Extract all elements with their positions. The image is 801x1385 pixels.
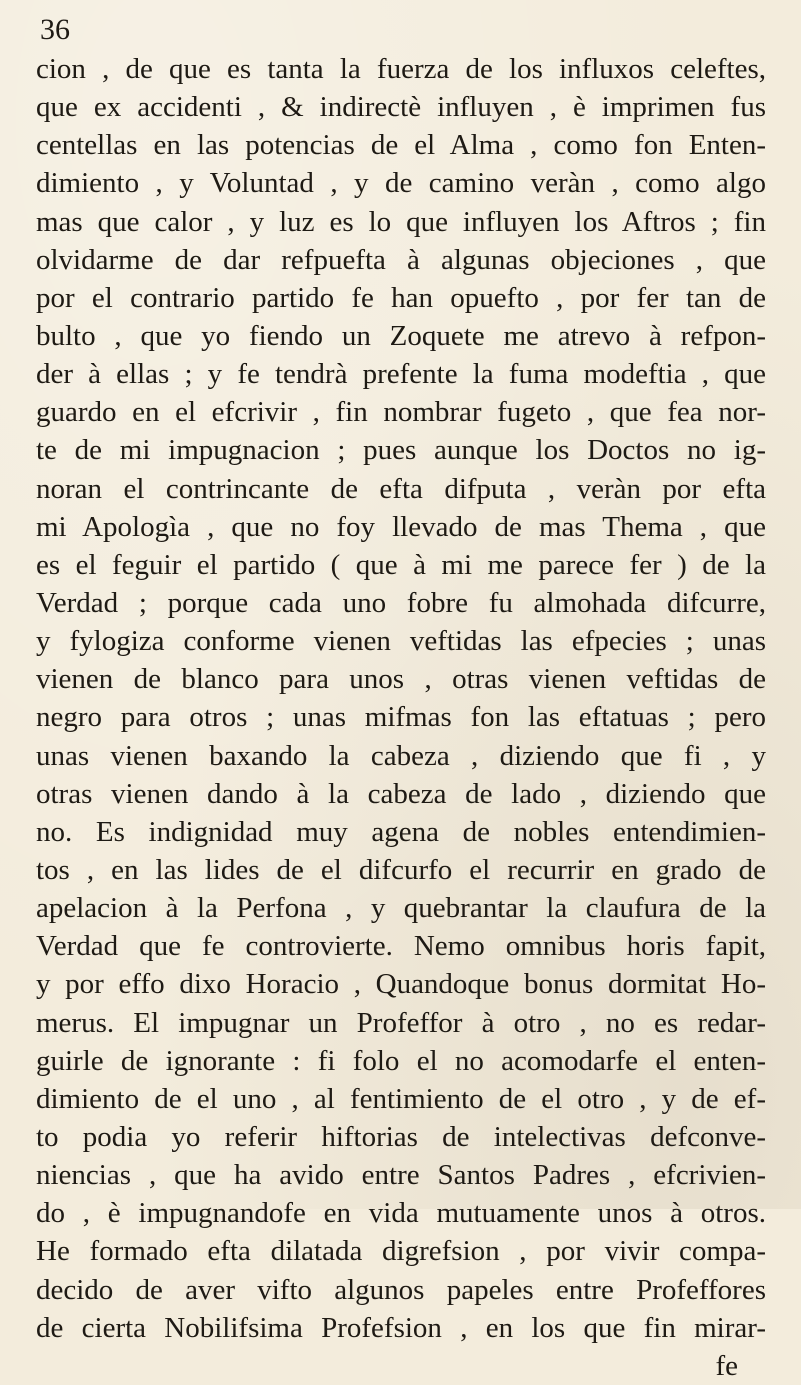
page-number: 36 [40, 13, 70, 46]
text-line: guardo en el efcrivir , fin nombrar fugeto , que fea nor- [36, 396, 766, 429]
text-line: guirle de ignorante : fi folo el no acomodarfe el enten- [36, 1044, 766, 1077]
text-line: He formado efta dilatada digrefsion , por vivir compa- [36, 1235, 766, 1268]
text-line: dimiento , y Voluntad , y de camino veràn , como algo [36, 167, 766, 200]
text-line: mas que calor , y luz es lo que influyen los Aftros ; fin [36, 205, 766, 238]
body-text [36, 50, 766, 1385]
text-line: no. Es indignidad muy agena de nobles entendimien- [36, 815, 766, 848]
text-line: y fylogiza conforme vienen veftidas las efpecies ; unas [36, 625, 766, 658]
text-line: de cierta Nobilifsima Profefsion , en los que fin mirar- [36, 1311, 766, 1344]
text-line: dimiento de el uno , al fentimiento de el otro , y de ef- [36, 1082, 766, 1115]
text-line: otras vienen dando à la cabeza de lado , diziendo que [36, 777, 766, 810]
text-line: es el feguir el partido ( que à mi me parece fer ) de la [36, 548, 766, 581]
text-line: noran el contrincante de efta difputa , veràn por efta [36, 472, 766, 505]
text-line: bulto , que yo fiendo un Zoquete me atrevo à refpon- [36, 319, 766, 352]
text-line: to podia yo referir hiftorias de intelectivas defconve- [36, 1120, 766, 1153]
text-line: que ex accidenti , & indirectè influyen , è imprimen fus [36, 91, 766, 124]
text-line: por el contrario partido fe han opuefto , por fer tan de [36, 281, 766, 314]
text-line: centellas en las potencias de el Alma , como fon Enten- [36, 129, 766, 162]
text-line: mi Apologìa , que no foy llevado de mas Thema , que [36, 510, 766, 543]
text-line: negro para otros ; unas mifmas fon las eftatuas ; pero [36, 701, 766, 734]
text-line: Verdad ; porque cada uno fobre fu almohada difcurre, [36, 586, 766, 619]
text-line: do , è impugnandofe en vida mutuamente unos à otros. [36, 1197, 766, 1230]
text-line: unas vienen baxando la cabeza , diziendo que fi , y [36, 739, 766, 772]
text-line: vienen de blanco para unos , otras vienen veftidas de [36, 663, 766, 696]
text-line: olvidarme de dar refpuefta à algunas objeciones , que [36, 243, 766, 276]
text-line: apelacion à la Perfona , y quebrantar la claufura de la [36, 892, 766, 925]
text-line: tos , en las lides de el difcurfo el recurrir en grado de [36, 853, 766, 886]
text-line: decido de aver vifto algunos papeles entre Profeffores [36, 1273, 766, 1306]
text-line: der à ellas ; y fe tendrà prefente la fuma modeftia , que [36, 358, 766, 391]
text-line: fe [715, 1349, 738, 1382]
text-line: Verdad que fe controvierte. Nemo omnibus horis fapit, [36, 930, 766, 963]
text-line: merus. El impugnar un Profeffor à otro , no es redar- [36, 1006, 766, 1039]
text-line: y por effo dixo Horacio , Quandoque bonus dormitat Ho- [36, 968, 766, 1001]
text-line: te de mi impugnacion ; pues aunque los Doctos no ig- [36, 434, 766, 467]
text-line: niencias , que ha avido entre Santos Padres , efcrivien- [36, 1159, 766, 1192]
text-line: cion , de que es tanta la fuerza de los influxos celeftes, [36, 53, 766, 85]
